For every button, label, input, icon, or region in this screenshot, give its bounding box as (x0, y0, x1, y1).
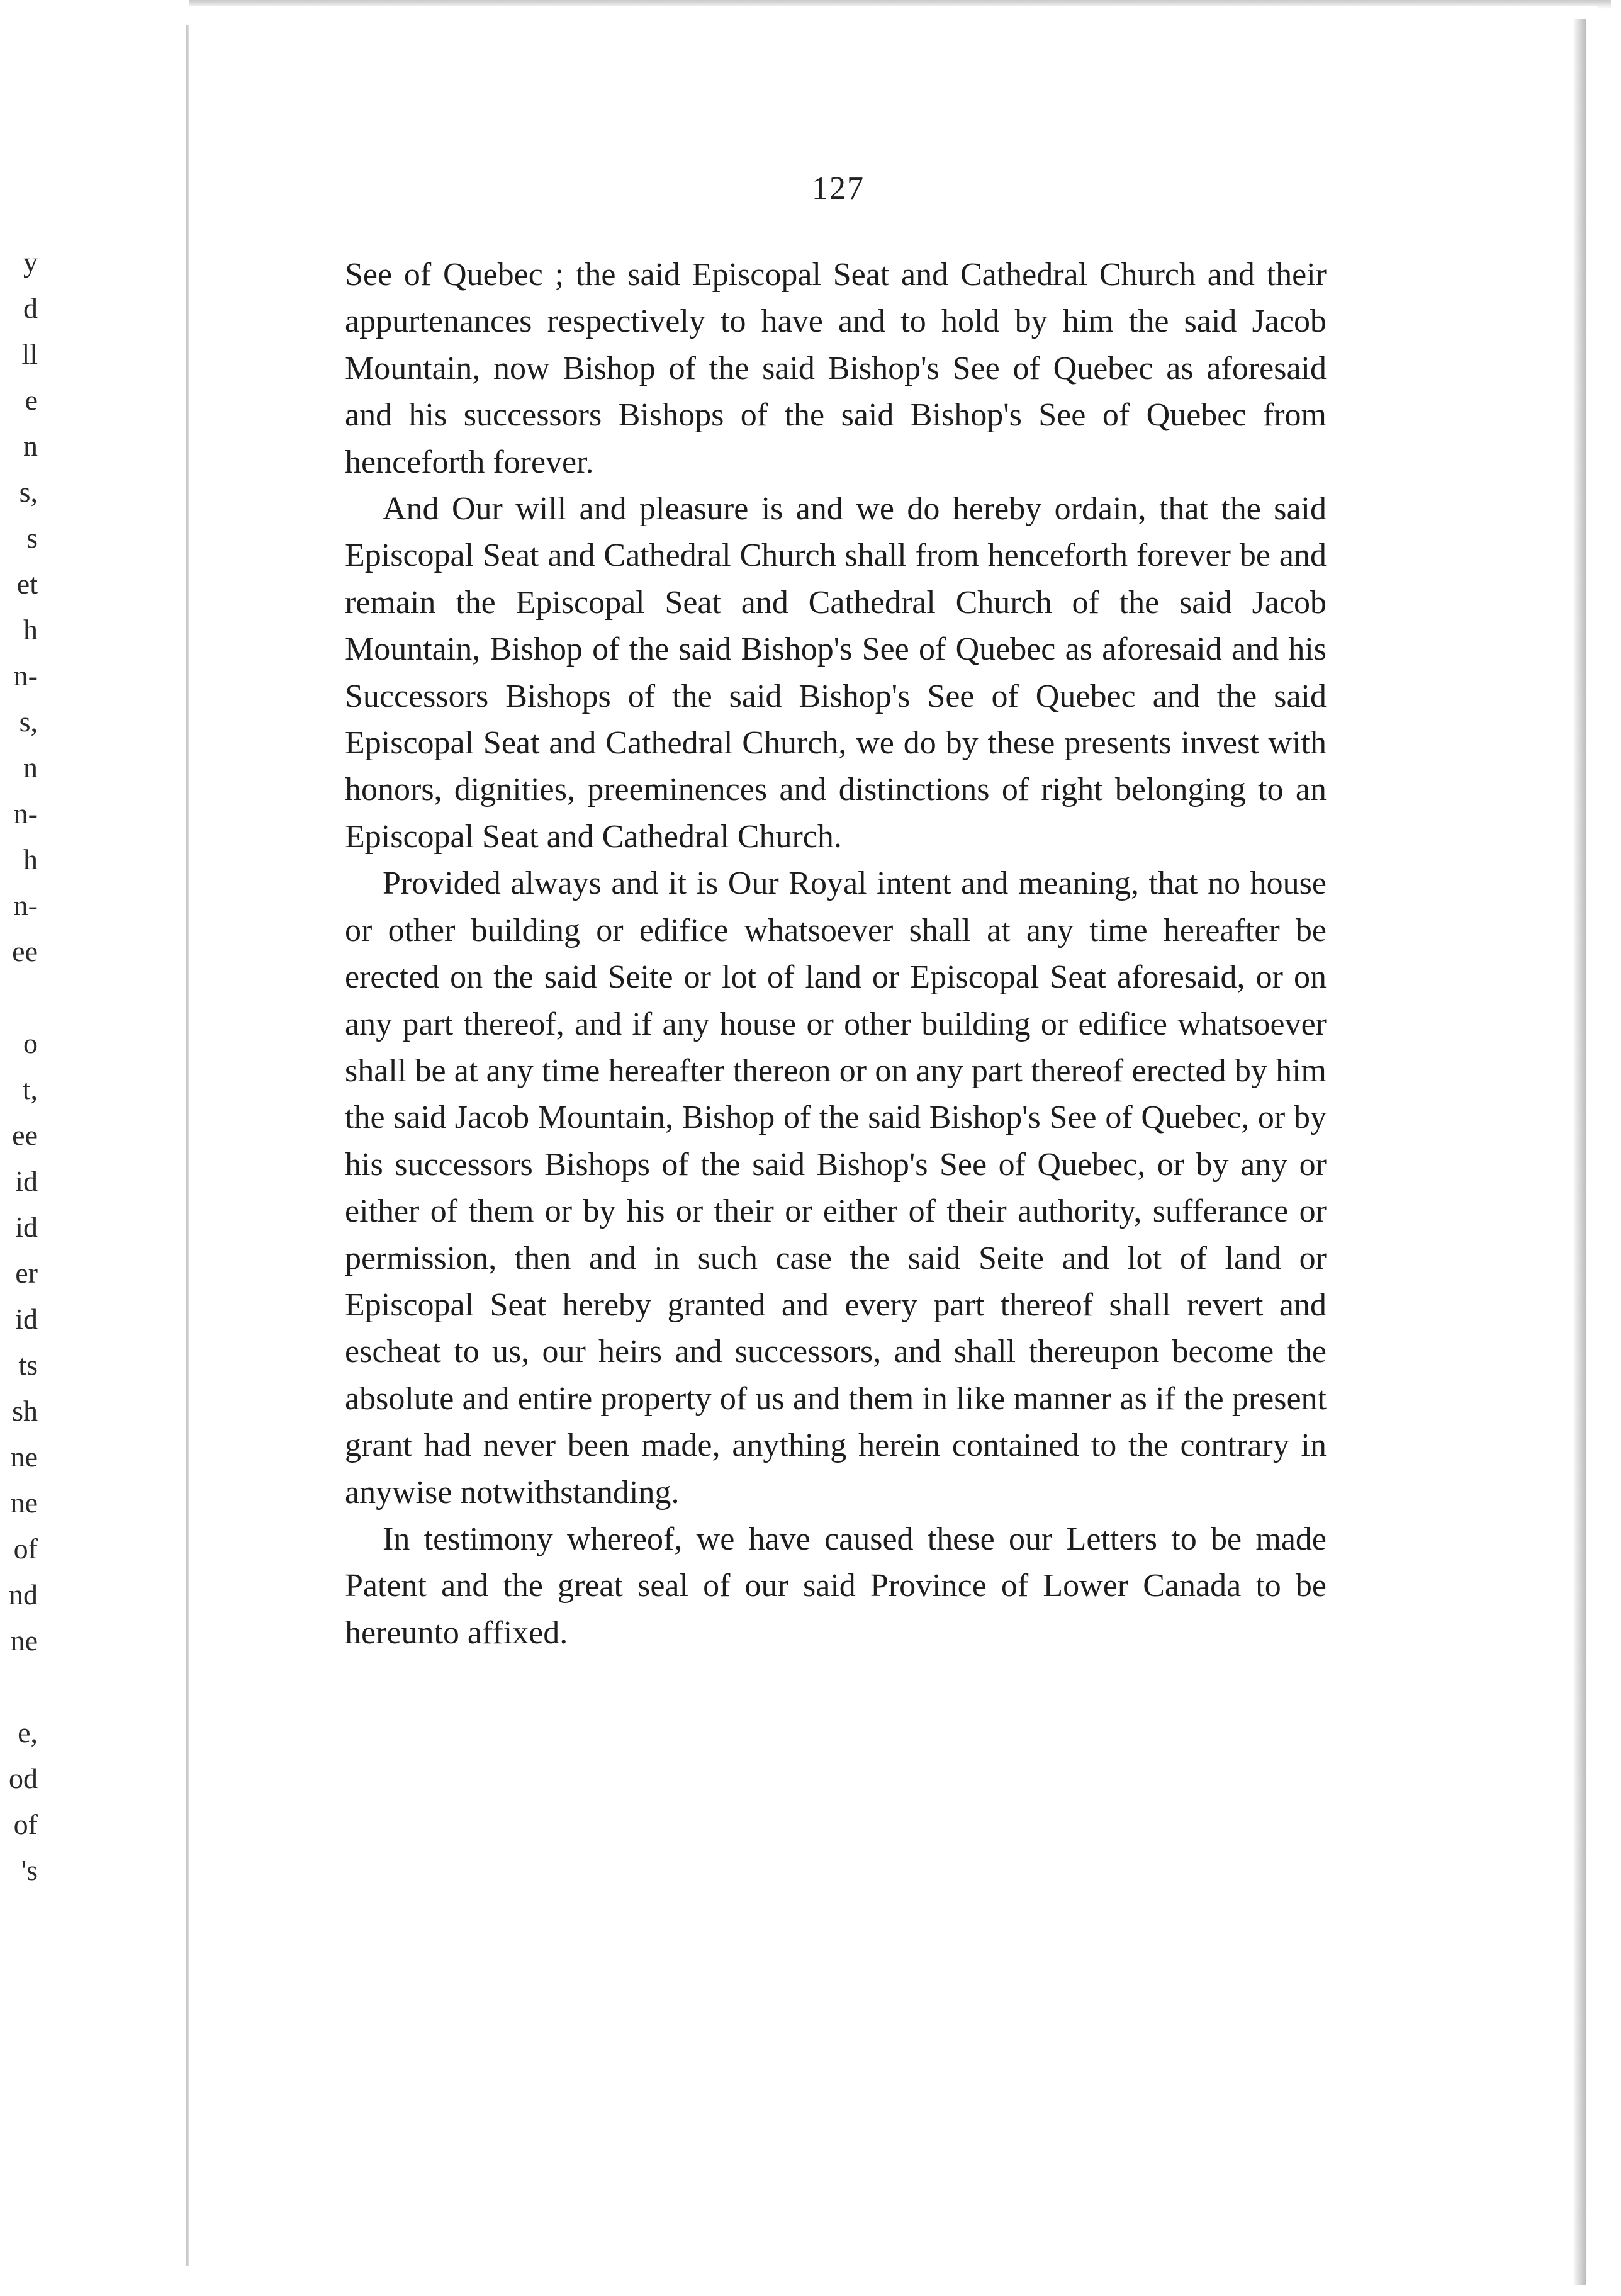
facing-page-fragment: o (23, 1027, 38, 1059)
facing-page-fragment: 's (21, 1854, 38, 1886)
paragraph-4: In testimony whereof, we have caused these our Letters to be made Patent and the great seal of our said Province of Lower Canada to be hereunto affixed. (345, 1521, 1327, 1651)
facing-page-fragment: d (23, 292, 38, 324)
facing-page-fragment: s, (19, 476, 38, 508)
facing-page-fragment: h (23, 843, 38, 875)
facing-page-fragment: of (13, 1808, 38, 1840)
facing-page-fragment: s (26, 522, 38, 554)
paragraph-1: See of Quebec ; the said Episcopal Seat and Cathedral Church and their appurtenances respectively to have and to hold by him the said Jacob Mountain, now Bishop of the said Bishop's See of Quebec as aforesaid and his successors Bishops of the said Bishop's See of Quebec from henceforth forever. (345, 257, 1327, 480)
facing-page-fragment: nd (9, 1578, 38, 1611)
facing-page-fragment: of (13, 1533, 38, 1565)
facing-page (0, 0, 189, 2296)
facing-page-fragment: id (15, 1211, 38, 1243)
facing-page-fragment: ee (12, 1119, 38, 1151)
facing-page-fragment (0, 974, 38, 1020)
paragraph-2: And Our will and pleasure is and we do hereby ordain, that the said Episcopal Seat and Cathedral Church shall from henceforth forever be and remain the Episcopal Seat and Cathedral Church of the said Jacob Mountain, Bishop of the said Bishop's See of Quebec as aforesaid and his Successors Bishops of the said Bishop's See of Quebec and the said Episcopal Seat and Cathedral Church, we do by these presents invest with honors, dignities, preeminences and distinctions of right belonging to an Episcopal Seat and Cathedral Church. (345, 491, 1327, 855)
paragraph-3: Provided always and it is Our Royal intent and meaning, that no house or other building or edifice whatsoever shall at any time hereafter be erected on the said Seite or lot of land or Episcopal Seat aforesaid, or on any part thereof, and if any house or other building or edifice whatsoever shall be at any time hereafter thereon or on any part thereof erected by him the said Jacob Mountain, Bishop of the said Bishop's See of Quebec, or by his successors Bishops of the said Bishop's See of Quebec, or by any or either of them or by his or their or either of their authority, sufferance or permission, then and in such case the said Seite and lot of land or Episcopal Seat hereby granted and every part thereof shall revert and escheat to us, our heirs and successors, and shall thereupon become the absolute and entire property of us and them in like manner as if the present grant had never been made, anything herein contained to the contrary in anywise notwithstanding. (345, 865, 1327, 1511)
facing-page-fragment: e, (18, 1716, 38, 1748)
page-body-text (345, 252, 1327, 1657)
facing-page-fragment: et (16, 568, 38, 600)
facing-page-fragment: od (9, 1762, 38, 1794)
facing-page-fragment: n (23, 751, 38, 784)
facing-page-text-fragments (0, 239, 38, 1893)
facing-page-fragment: ne (10, 1624, 38, 1657)
facing-page-fragment: ne (10, 1441, 38, 1473)
facing-page-fragment: n- (13, 660, 38, 692)
facing-page-fragment: ee (12, 935, 38, 967)
facing-page-fragment: ll (21, 338, 38, 370)
facing-page-fragment: n- (13, 889, 38, 921)
facing-page-fragment: e (25, 384, 38, 416)
facing-page-fragment: ne (10, 1487, 38, 1519)
page-edge (1574, 19, 1586, 2285)
facing-page-fragment: sh (12, 1395, 38, 1427)
page-number: 127 (812, 171, 865, 206)
facing-page-fragment: s, (19, 706, 38, 738)
facing-page-fragment: y (23, 246, 38, 278)
facing-page-fragment: h (23, 614, 38, 646)
facing-page-fragment: ts (18, 1349, 38, 1381)
facing-page-fragment: n- (13, 797, 38, 830)
facing-page-fragment: er (15, 1257, 38, 1289)
facing-page-fragment (0, 1663, 38, 1709)
facing-page-fragment: n (23, 430, 38, 462)
facing-page-fragment: t, (22, 1073, 38, 1105)
facing-page-fragment: id (15, 1303, 38, 1335)
facing-page-fragment: id (15, 1165, 38, 1197)
